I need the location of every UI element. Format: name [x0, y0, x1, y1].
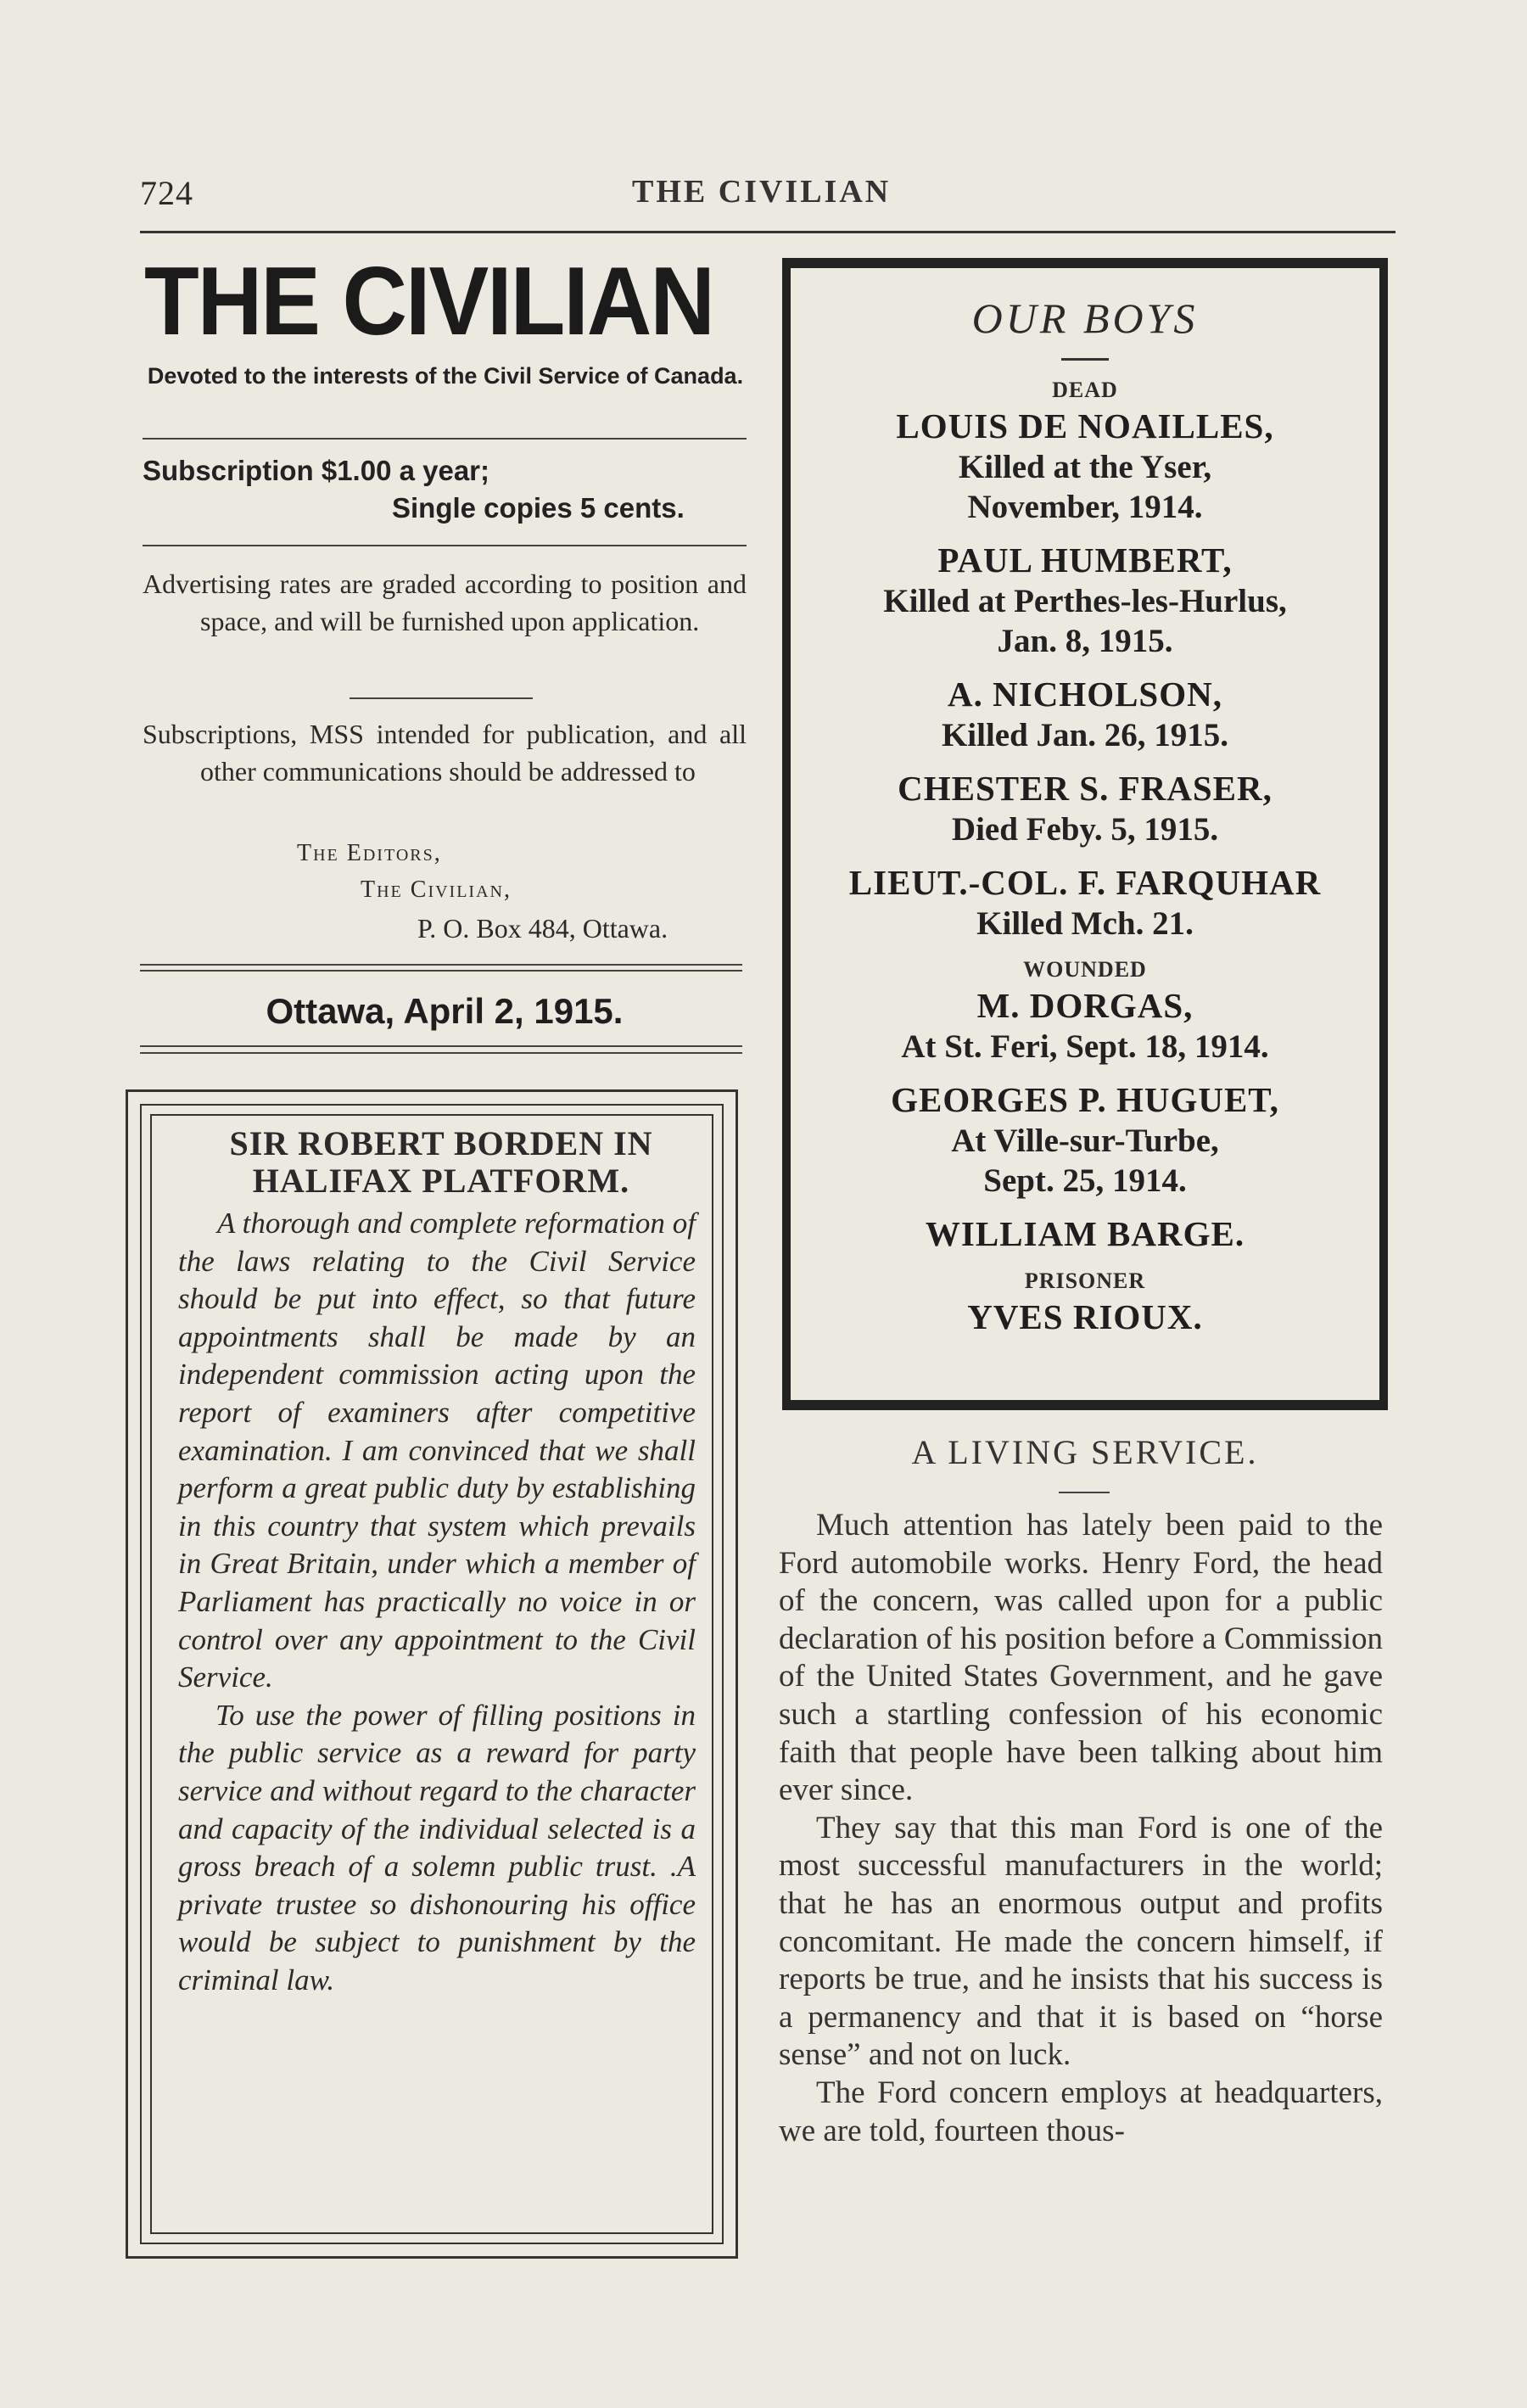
header-rule [140, 231, 1396, 233]
borden-title: SIR ROBERT BORDEN IN HALIFAX PLATFORM. [229, 1124, 653, 1200]
soldier-name: GEORGES P. HUGUET, [891, 1080, 1279, 1119]
borden-quote [178, 1205, 696, 1999]
soldier-note: Killed Jan. 26, 1915. [941, 717, 1229, 753]
divider [140, 964, 742, 966]
address-civilian: The Civilian, [361, 876, 512, 903]
article-paragraph-2: They say that this man Ford is one of the most successful manufacturers in the world; that he has an enormous output and profits concomitant. He made the concern himself, if reports be true, and he insists that his success is a permanency and that it is based on “horse sense” and not on luck. [779, 1810, 1383, 2073]
subscription-price: Subscription $1.00 a year; [143, 455, 490, 486]
soldier-name: LIEUT.-COL. F. FARQUHAR [848, 863, 1322, 902]
article-paragraph-3: The Ford concern employs at headquarters, we are told, fourteen thous- [779, 2075, 1383, 2148]
our-boys-title: OUR BOYS [971, 294, 1199, 342]
advertising-notice [143, 565, 747, 640]
masthead-title: THE CIVILIAN [144, 247, 713, 356]
subscriptions-notice [143, 715, 747, 790]
soldier-note: November, 1914. [967, 489, 1203, 525]
title-dash [1061, 358, 1109, 361]
advertising-text: Advertising rates are graded according to position and space, and will be furnished upon application. [143, 568, 747, 636]
soldier-note: Sept. 25, 1914. [983, 1162, 1187, 1199]
soldier-name: LOUIS DE NOAILLES, [896, 406, 1274, 445]
divider [140, 1052, 742, 1054]
single-copy-price: Single copies 5 cents. [392, 492, 685, 524]
soldier-note: Killed at Perthes-les-Hurlus, [883, 583, 1287, 619]
soldier-note: Died Feby. 5, 1915. [951, 811, 1219, 848]
our-boys-list [791, 288, 1379, 1338]
soldier-name: YVES RIOUX. [967, 1297, 1203, 1336]
soldier-name: M. DORGAS, [976, 986, 1194, 1025]
soldier-name: A. NICHOLSON, [948, 675, 1222, 714]
running-title: THE CIVILIAN [632, 174, 892, 210]
soldier-name: PAUL HUMBERT, [937, 540, 1233, 580]
wounded-label: WOUNDED [1023, 957, 1147, 982]
soldier-note: Killed at the Yser, [958, 449, 1212, 485]
soldier-note: At St. Feri, Sept. 18, 1914. [901, 1028, 1269, 1065]
soldier-name: WILLIAM BARGE. [925, 1214, 1245, 1253]
divider [143, 545, 747, 546]
borden-paragraph-1: A thorough and complete reformation of the laws relating to the Civil Service should be put into effect, so that future appointments shall be made by an independent commission acting upon the report of examiners after competitive examination. I am convinced that we shall perform a great public duty by establishing in this country that system which prevails in Great Britain, under which a member of Parliament has practically no voice in or control over any appointment to the Civil Service. [178, 1207, 696, 1694]
title-dash [1059, 1492, 1110, 1493]
article-title: A LIVING SERVICE. [911, 1433, 1259, 1471]
borden-paragraph-2: To use the power of filling positions in the public service as a reward for party service and without regard to the character and capacity of the individual selected is a gross breach of a solemn public trust. .A private trustee so dishonouring his office would be subject to punishment by the criminal law. [178, 1698, 696, 1996]
issue-dateline: Ottawa, April 2, 1915. [266, 991, 624, 1031]
masthead-devoted: Devoted to the interests of the Civil Service of Canada. [147, 363, 744, 389]
soldier-note: At Ville-sur-Turbe, [951, 1123, 1219, 1159]
article-paragraph-1: Much attention has lately been paid to the Ford automobile works. Henry Ford, the head of the concern, was called upon for a public declaration of his position before a Commission of the United States Government, and he gave such a startling confession of his economic faith that people have been talking about him ever since. [779, 1508, 1383, 1808]
dead-label: DEAD [1052, 378, 1118, 402]
page-number: 724 [140, 174, 193, 212]
address-box: P. O. Box 484, Ottawa. [417, 913, 668, 944]
address-editors: The Editors, [297, 840, 442, 866]
divider [140, 970, 742, 972]
divider [140, 1045, 742, 1047]
subscriptions-text: Subscriptions, MSS intended for publication, and all other communications should be addressed to [143, 719, 747, 787]
article-body [779, 1507, 1383, 2150]
soldier-note: Killed Mch. 21. [976, 905, 1194, 942]
short-divider [350, 697, 533, 699]
prisoner-label: PRISONER [1024, 1268, 1146, 1293]
soldier-name: CHESTER S. FRASER, [898, 769, 1272, 808]
soldier-note: Jan. 8, 1915. [997, 623, 1173, 659]
divider [143, 438, 747, 440]
